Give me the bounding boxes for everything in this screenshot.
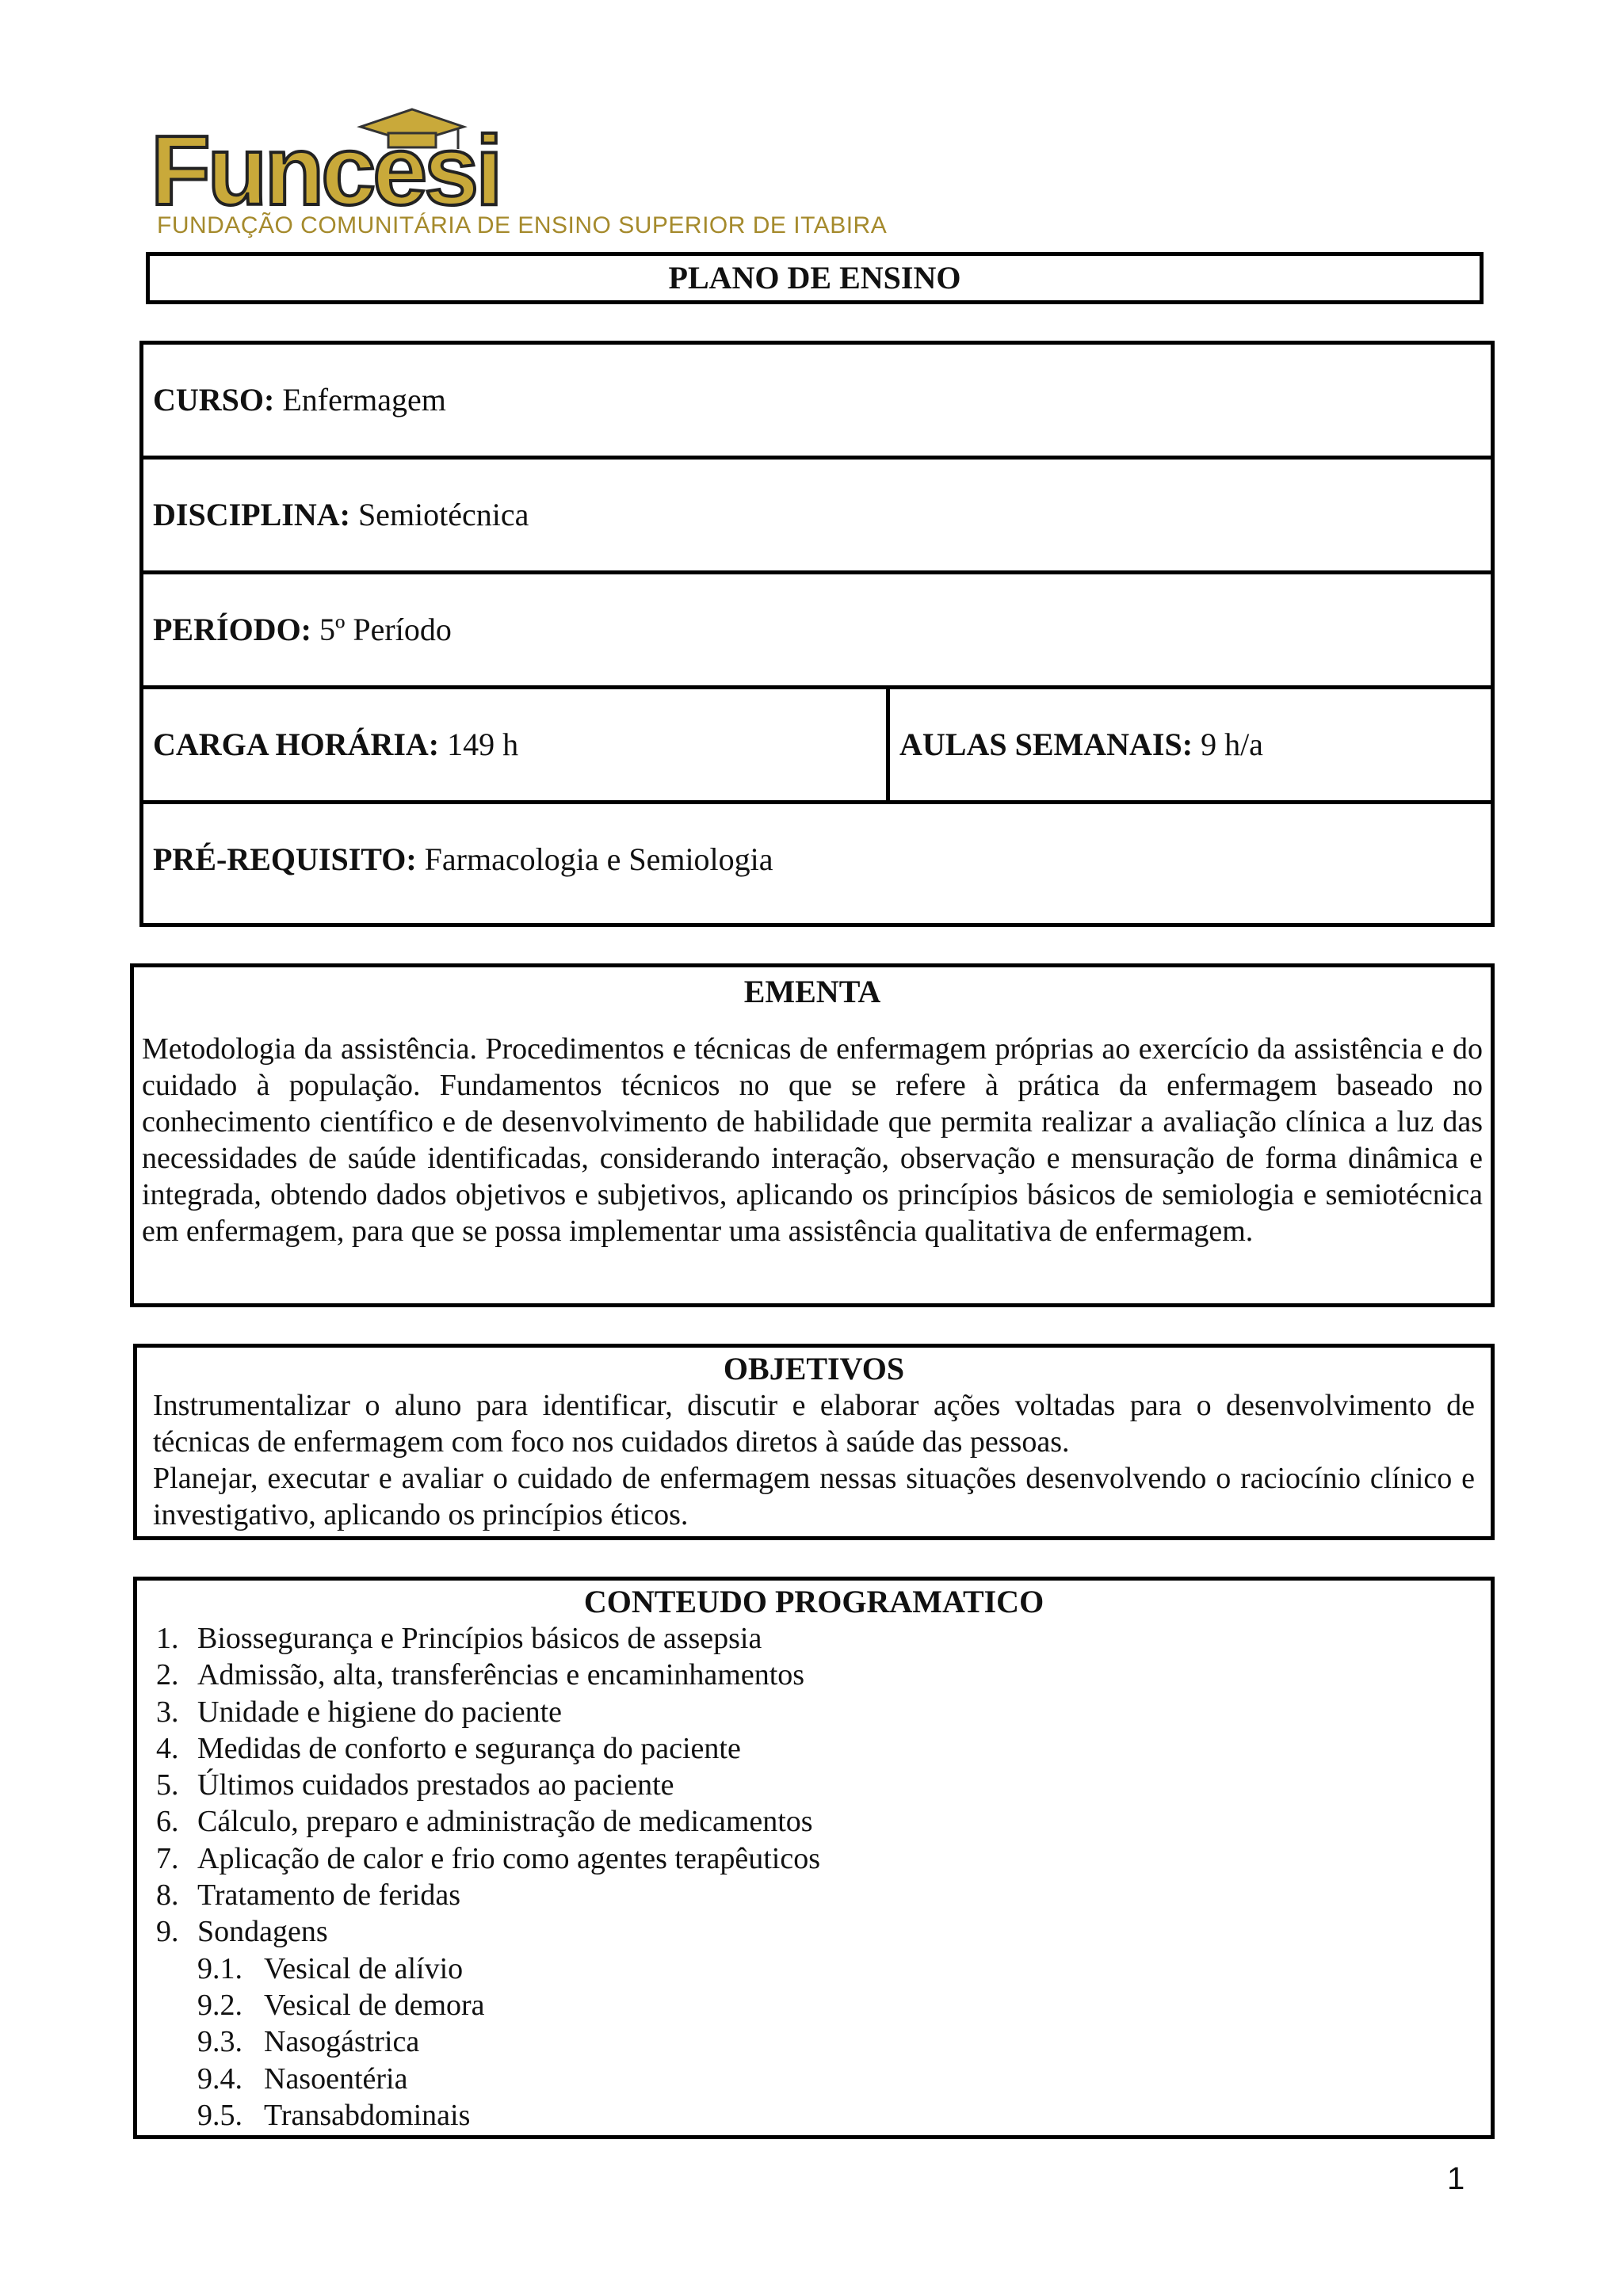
curso-label: CURSO: (153, 382, 275, 418)
course-info-table (139, 341, 1495, 927)
objetivos-section (133, 1344, 1495, 1540)
prereq-label: PRÉ-REQUISITO: (153, 841, 417, 877)
objetivos-paragraph-2: Planejar, executar e avaliar o cuidado de enfermagem nessas situações desenvolvendo o raciocínio clínico e investigativo, aplicando os princípios éticos. (153, 1462, 1475, 1531)
list-subitem: 9.4. Nasoentéria (197, 2061, 408, 2096)
disciplina-value: Semiotécnica (357, 497, 529, 532)
prereq-value: Farmacologia e Semiologia (424, 841, 773, 877)
ementa-text: Metodologia da assistência. Procedimentos e técnicas de enfermagem próprias ao exercício da assistência e do cuidado à população. Fundamentos técnicos no que se refere à prática da enfermagem baseado no conhecimento científico e de desenvolvimento de habilidade que permita realizar a avaliação clínica a luz das necessidades de saúde identificadas, considerando interação, observação e mensuração de forma dinâmica e integrada, obtendo dados objetivos e subjetivos, aplicando os princípios básicos de semiologia e semiotécnica em enfermagem, para que se possa implementar uma assistência qualitativa de enfermagem. (142, 1032, 1483, 1248)
list-item: 1. Biossegurança e Princípios básicos de assepsia (156, 1622, 762, 1655)
ementa-title: EMENTA (743, 974, 881, 1009)
carga-label: CARGA HORÁRIA: (153, 727, 440, 762)
prereq-row (143, 804, 1491, 923)
ementa-section (130, 963, 1495, 1307)
list-item: 6. Cálculo, preparo e administração de medicamentos (156, 1805, 813, 1839)
list-subitem: 9.5. Transabdominais (197, 2098, 471, 2132)
logo-tagline: FUNDAÇÃO COMUNITÁRIA DE ENSINO SUPERIOR DE ITABIRA (157, 212, 888, 238)
list-subitem: 9.2. Vesical de demora (197, 1988, 485, 2022)
list-item: 3. Unidade e higiene do paciente (156, 1695, 563, 1729)
curso-row (143, 345, 1491, 460)
conteudo-title: CONTEUDO PROGRAMATICO (583, 1584, 1044, 1619)
list-item: 8. Tratamento de feridas (156, 1878, 461, 1913)
curso-value: Enfermagem (282, 382, 446, 418)
list-item: 2. Admissão, alta, transferências e encaminhamentos (156, 1658, 805, 1692)
page-title: PLANO DE ENSINO (146, 252, 1484, 304)
carga-aulas-row (143, 689, 1491, 804)
aulas-label: AULAS SEMANAIS: (899, 727, 1193, 762)
aulas-cell (890, 689, 1491, 800)
carga-cell (143, 689, 890, 800)
logo-wordmark: Funcesi (151, 116, 500, 220)
funcesi-logo (151, 93, 515, 220)
list-item: 5. Últimos cuidados prestados ao paciente (156, 1768, 674, 1802)
periodo-row (143, 574, 1491, 689)
list-item: 4. Medidas de conforto e segurança do paciente (156, 1731, 741, 1765)
list-subitem: 9.3. Nasogástrica (197, 2025, 420, 2059)
page-number: 1 (1447, 2161, 1465, 2196)
list-item: 7. Aplicação de calor e frio como agentes terapêuticos (156, 1841, 821, 1875)
periodo-value: 5º Período (319, 612, 452, 647)
conteudo-section (133, 1577, 1495, 2139)
objetivos-paragraph-1: Instrumentalizar o aluno para identificar, discutir e elaborar ações voltadas para o desenvolvimento de técnicas de enfermagem com foco nos cuidados diretos à saúde das pessoas. (153, 1389, 1475, 1459)
aulas-value: 9 h/a (1201, 727, 1263, 762)
objetivos-title: OBJETIVOS (723, 1351, 905, 1386)
periodo-label: PERÍODO: (153, 612, 311, 647)
conteudo-list (147, 1620, 1481, 2134)
list-subitem: 9.1. Vesical de alívio (197, 1951, 464, 1985)
list-item: 9. Sondagens (156, 1915, 328, 1949)
carga-value: 149 h (447, 727, 519, 762)
disciplina-label: DISCIPLINA: (153, 497, 350, 532)
disciplina-row (143, 460, 1491, 574)
